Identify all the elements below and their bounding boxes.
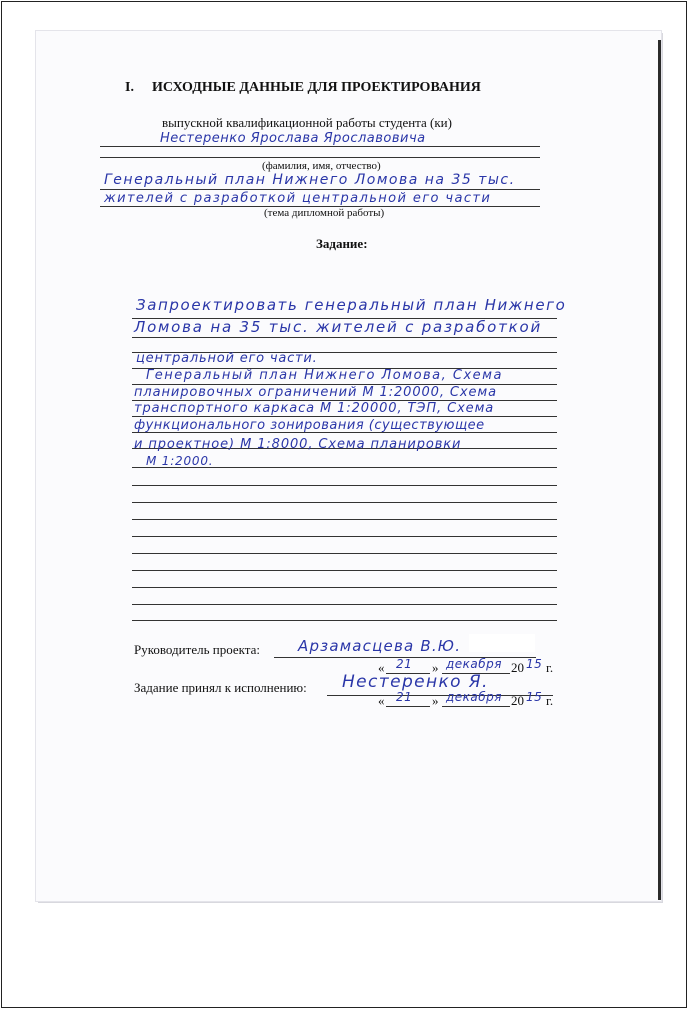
redacted-box <box>469 634 535 652</box>
task-heading: Задание: <box>316 236 368 251</box>
name-line-2 <box>100 157 540 158</box>
task-line-11 <box>132 485 557 486</box>
supervisor-name-handwritten: Арзамасцева В.Ю. <box>298 637 462 655</box>
supervisor-date-month: декабря <box>446 657 503 671</box>
task-line-17 <box>132 587 557 588</box>
task-handwritten-line-4: Генеральный план Нижнего Ломова, Схема <box>146 368 503 383</box>
task-line-2 <box>132 337 557 338</box>
topic-line-1 <box>100 189 540 190</box>
task-handwritten-line-2: Ломова на 35 тыс. жителей с разработкой <box>134 318 543 336</box>
topic-handwritten-line-2: жителей с разработкой центральной его части <box>104 191 492 206</box>
accepted-year-prefix: 20 <box>511 693 524 708</box>
caption-name: (фамилия, имя, отчество) <box>262 160 381 172</box>
task-line-14 <box>132 536 557 537</box>
task-handwritten-line-5: планировочных ограничений М 1:20000, Схема <box>134 385 497 400</box>
task-handwritten-line-6: транспортного каркаса М 1:20000, ТЭП, Схема <box>134 401 495 416</box>
accepted-date-month: декабря <box>446 690 503 704</box>
sheet-edge-shadow <box>658 40 661 900</box>
task-handwritten-line-8: и проектное) М 1:8000, Схема планировки <box>134 437 462 452</box>
supervisor-year: 15 <box>526 657 543 671</box>
section-title: ИСХОДНЫЕ ДАННЫЕ ДЛЯ ПРОЕКТИРОВАНИЯ <box>152 80 481 95</box>
student-name-handwritten: Нестеренко Ярослава Ярославовича <box>160 131 426 146</box>
supervisor-quote-open: « <box>378 660 385 675</box>
task-line-19 <box>132 620 557 621</box>
task-line-15 <box>132 553 557 554</box>
task-handwritten-line-3: центральной его части. <box>136 351 318 366</box>
accepted-label: Задание принял к исполнению: <box>134 680 307 695</box>
caption-topic: (тема дипломной работы) <box>264 207 385 219</box>
supervisor-date-day: 21 <box>396 657 413 671</box>
accepted-year: 15 <box>526 690 543 704</box>
section-number: I. <box>125 80 134 95</box>
accepted-quote-close: » <box>432 693 439 708</box>
name-line-1 <box>100 146 540 147</box>
accepted-quote-open: « <box>378 693 385 708</box>
accepted-month-line <box>442 706 510 707</box>
accepted-name-handwritten: Нестеренко Я. <box>342 672 489 692</box>
task-handwritten-line-9: М 1:2000. <box>146 454 214 468</box>
topic-handwritten-line-1: Генеральный план Нижнего Ломова на 35 тыс. <box>104 172 516 188</box>
accepted-date-day: 21 <box>396 690 413 704</box>
supervisor-year-suffix: г. <box>546 660 554 675</box>
supervisor-quote-close: » <box>432 660 439 675</box>
accepted-year-suffix: г. <box>546 693 554 708</box>
supervisor-year-prefix: 20 <box>511 660 524 675</box>
task-handwritten-line-1: Запроектировать генеральный план Нижнего <box>136 296 567 314</box>
task-line-12 <box>132 502 557 503</box>
task-line-13 <box>132 519 557 520</box>
task-line-7 <box>132 416 557 417</box>
accepted-day-line <box>386 706 430 707</box>
intro-line: выпускной квалификационной работы студента (ки) <box>162 115 452 130</box>
task-line-18 <box>132 604 557 605</box>
task-handwritten-line-7: функционального зонирования (существующее <box>134 418 485 433</box>
task-line-16 <box>132 570 557 571</box>
supervisor-label: Руководитель проекта: <box>134 642 261 657</box>
